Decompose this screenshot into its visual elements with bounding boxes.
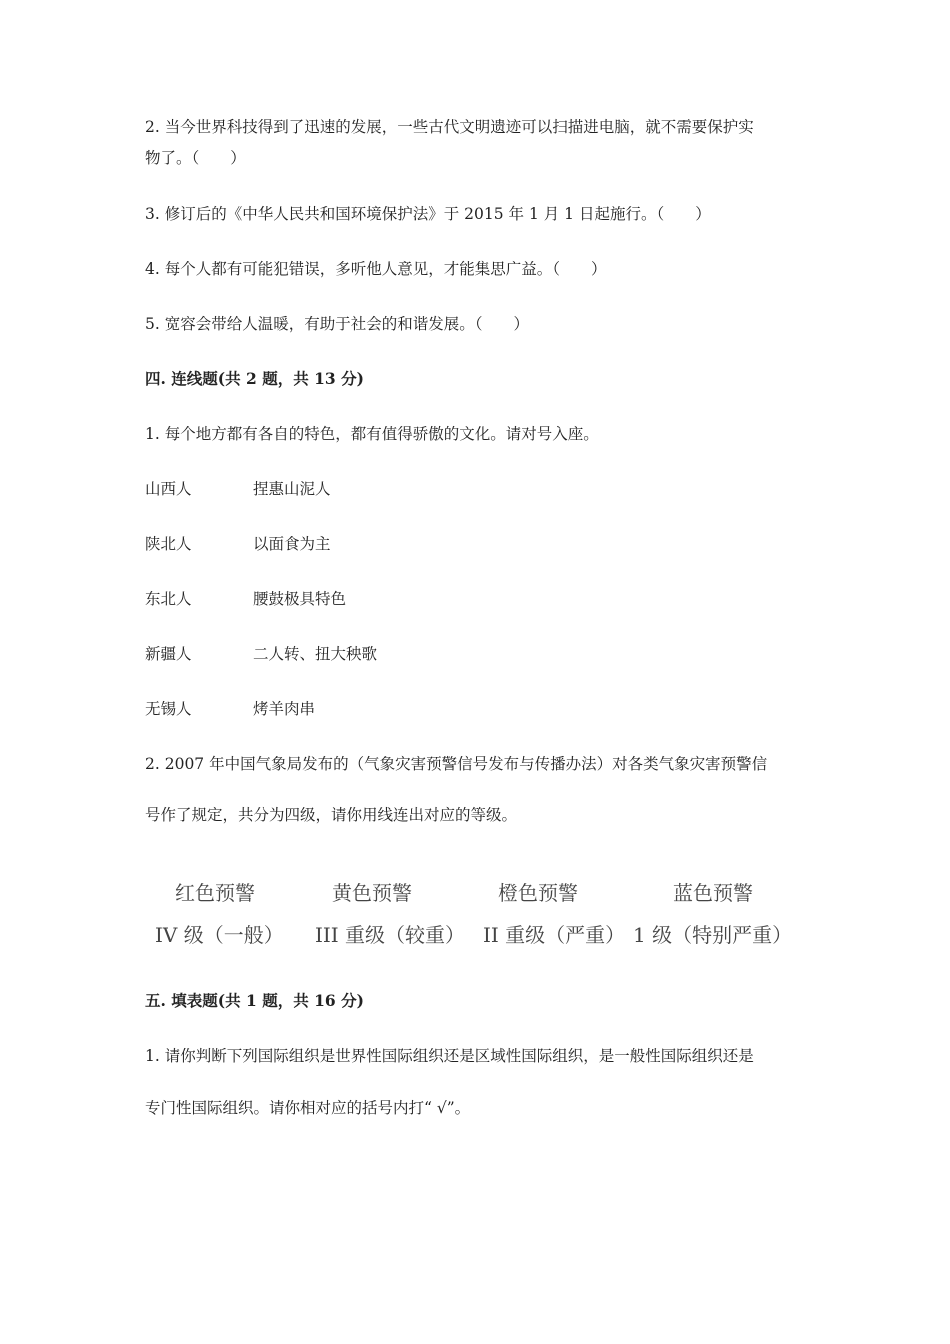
question-4: 4. 每个人都有可能犯错误，多听他人意见，才能集思广益。（ ） [145,260,607,278]
section-4-question-2-line1: 2. 2007 年中国气象局发布的（气象灾害预警信号发布与传播办法）对各类气象灾害预警信 [145,755,768,773]
match-left-1: 山西人 [145,480,192,498]
match-right-5: 烤羊肉串 [253,700,316,718]
section-5-question-1-line2: 专门性国际组织。请你相对应的括号内打“ √”。 [145,1099,471,1117]
level-iii: III 重级（较重） [315,923,466,947]
section-4-heading: 四. 连线题(共 2 题，共 13 分) [145,369,364,388]
match-left-2: 陕北人 [145,535,192,553]
section-4-question-1: 1. 每个地方都有各自的特色，都有值得骄傲的文化。请对号入座。 [145,425,599,443]
section-4-question-2-line2: 号作了规定，共分为四级，请你用线连出对应的等级。 [145,806,518,824]
warning-blue: 蓝色预警 [673,881,753,905]
match-left-3: 东北人 [145,590,192,608]
warning-yellow: 黄色预警 [332,881,412,905]
warning-orange: 橙色预警 [498,881,578,905]
match-right-1: 捏惠山泥人 [253,480,331,498]
level-iv: IV 级（一般） [155,923,284,947]
section-5-question-1-line1: 1. 请你判断下列国际组织是世界性国际组织还是区域性国际组织，是一般性国际组织还是 [145,1047,754,1065]
match-left-4: 新疆人 [145,645,192,663]
level-i: 1 级（特别严重） [633,923,793,947]
question-3: 3. 修订后的《中华人民共和国环境保护法》于 2015 年 1 月 1 日起施行。（ ） [145,205,711,223]
match-right-4: 二人转、扭大秧歌 [253,645,378,663]
question-5: 5. 宽容会带给人温暖，有助于社会的和谐发展。（ ） [145,315,529,333]
question-2-line1: 2. 当今世界科技得到了迅速的发展，一些古代文明遗迹可以扫描进电脑，就不需要保护实 [145,118,754,136]
question-2-line2: 物了。（ ） [145,149,246,167]
match-right-3: 腰鼓极具特色 [253,590,347,608]
level-ii: II 重级（严重） [483,923,626,947]
warning-red: 红色预警 [175,881,255,905]
section-5-heading: 五. 填表题(共 1 题，共 16 分) [145,991,364,1010]
match-left-5: 无锡人 [145,700,192,718]
match-right-2: 以面食为主 [253,535,331,553]
